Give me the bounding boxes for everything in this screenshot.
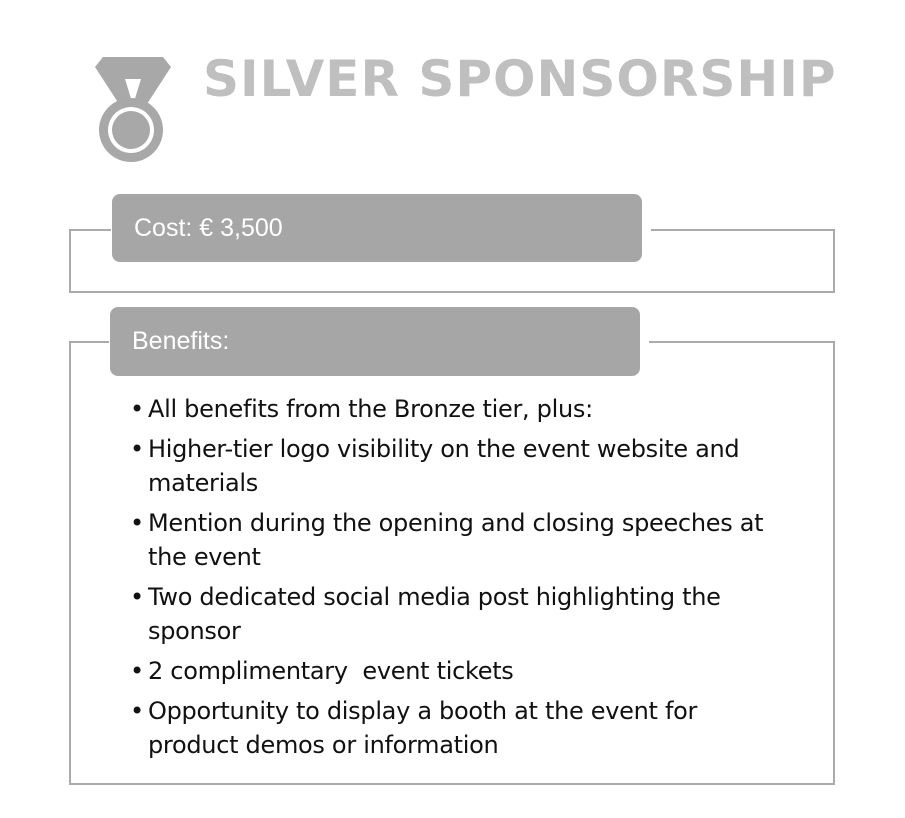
medal-icon: [93, 55, 173, 165]
list-item: • Opportunity to display a booth at the event for product demos or information: [128, 694, 788, 762]
page-title: SILVER SPONSORSHIP: [203, 50, 837, 108]
benefits-label: Benefits:: [110, 307, 640, 376]
cost-label: Cost: € 3,500: [112, 194, 642, 262]
list-item: • 2 complimentary event tickets: [128, 654, 788, 688]
benefits-list: [128, 392, 788, 768]
list-item: • Mention during the opening and closing speeches at the event: [128, 506, 788, 574]
list-item: • Two dedicated social media post highlighting the sponsor: [128, 580, 788, 648]
list-item: • All benefits from the Bronze tier, plus:: [128, 392, 788, 426]
list-item: • Higher-tier logo visibility on the event website and materials: [128, 432, 788, 500]
